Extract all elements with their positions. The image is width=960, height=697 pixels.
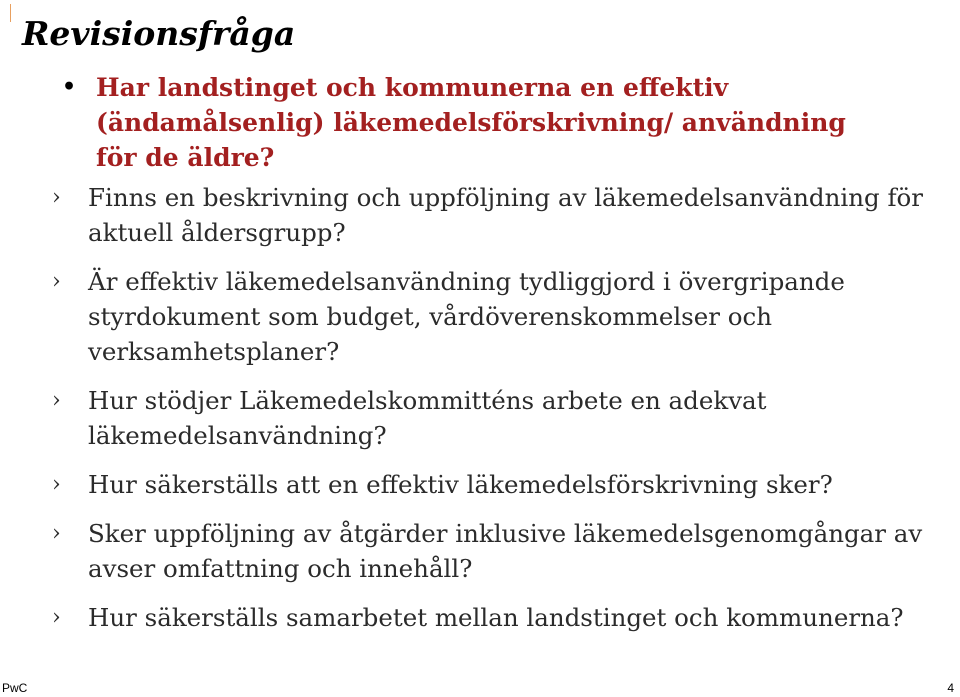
footer-brand: PwC: [2, 681, 28, 695]
chevron-right-icon: ›: [52, 472, 61, 497]
sub-question: [52, 600, 938, 635]
sub-question: [52, 264, 938, 369]
slide-content: [0, 70, 960, 649]
chevron-right-icon: ›: [52, 185, 61, 210]
sub-question-text: Hur säkerställs samarbetet mellan landstinget och kommunerna?: [88, 603, 904, 632]
bullet-icon: •: [62, 74, 77, 100]
sub-question-text: Sker uppföljning av åtgärder inklusive läkemedelsgenomgångar av avser omfattning och innehåll?: [88, 519, 923, 583]
chevron-right-icon: ›: [52, 388, 61, 413]
sub-question-text: Är effektiv läkemedelsanvändning tydliggjord i övergripande styrdokument som budget, vårdöverenskommelser och verksamhetsplaner?: [88, 267, 845, 366]
sub-question-list: [0, 180, 960, 635]
slide-title: Revisionsfråga: [22, 14, 296, 53]
sub-question: [52, 383, 938, 453]
page-number: 4: [947, 681, 954, 695]
chevron-right-icon: ›: [52, 521, 61, 546]
sub-question: [52, 516, 938, 586]
main-question: [62, 70, 856, 175]
sub-question: [52, 180, 938, 250]
sub-question-text: Finns en beskrivning och uppföljning av läkemedelsanvändning för aktuell åldersgrupp?: [88, 183, 924, 247]
corner-decoration: [10, 4, 19, 22]
sub-question: [52, 467, 938, 502]
chevron-right-icon: ›: [52, 269, 61, 294]
main-question-text: Har landstinget och kommunerna en effektiv (ändamålsenlig) läkemedelsförskrivning/ användning för de äldre?: [96, 73, 846, 172]
sub-question-text: Hur stödjer Läkemedelskommitténs arbete en adekvat läkemedelsanvändning?: [88, 386, 767, 450]
sub-question-text: Hur säkerställs att en effektiv läkemedelsförskrivning sker?: [88, 470, 833, 499]
chevron-right-icon: ›: [52, 605, 61, 630]
